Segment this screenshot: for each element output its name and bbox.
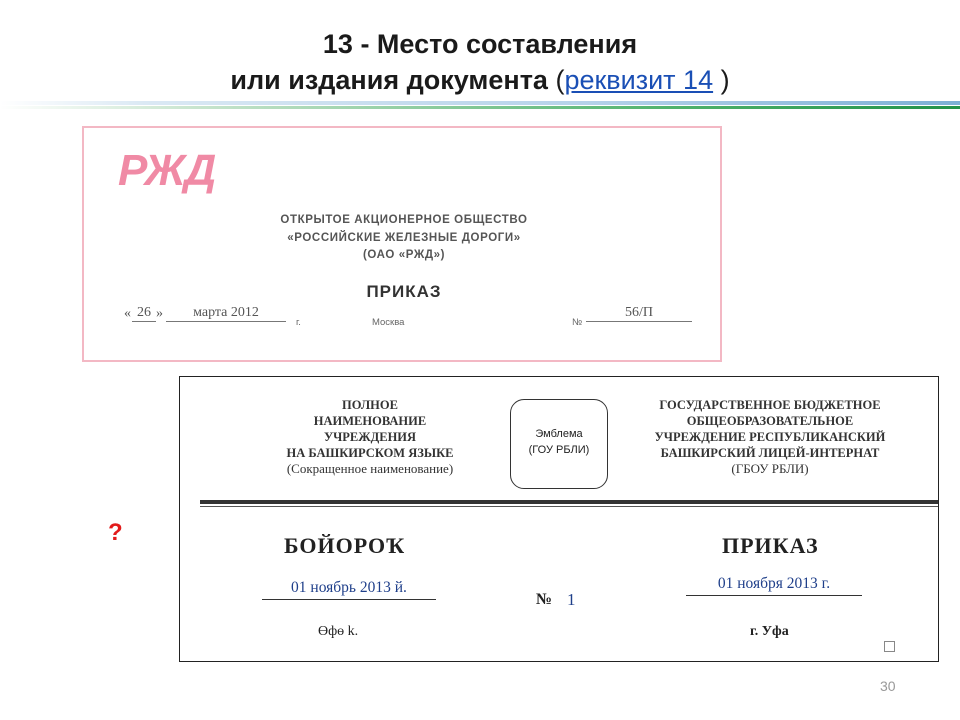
question-mark: ? [108,519,123,546]
page-number: 30 [880,678,896,694]
right-header-line-2: ОБЩЕОБРАЗОВАТЕЛЬНОЕ [686,414,854,428]
rzd-logo: РЖД [118,146,216,195]
requisite-link[interactable]: реквизит 14 [564,65,714,95]
date-russian: 01 ноября 2013 г. [686,575,862,596]
left-short-name: (Сокращенное наименование) [286,461,454,476]
corner-mark-icon [884,641,895,652]
rzd-date-month-year: марта 2012 [166,305,286,322]
date-bashkir: 01 ноябрь 2013 й. [262,579,436,600]
title-paren-open: ( [555,65,565,95]
rzd-year-suffix: г. [296,317,301,328]
rzd-document-sample [82,126,722,362]
bashkir-document-sample [179,376,939,662]
title-line-2 [0,62,960,98]
title-paren-close: ) [713,65,730,95]
header-stripe-graphic [0,101,960,111]
number-label: № [536,591,553,608]
left-header-line-3: УЧРЕЖДЕНИЯ [323,430,417,444]
left-header-line-2: НАИМЕНОВАНИЕ [313,414,427,428]
title-line-1: 13 - Место составления [322,29,638,59]
rzd-date-day-open: « [124,306,131,321]
emblem-line-1: Эмблема [535,428,583,440]
rzd-date-day: 26 [132,305,156,322]
left-header-line-1: ПОЛНОЕ [342,398,398,412]
rzd-number-label: № [572,317,583,328]
emblem-line-2: (ГОУ РБЛИ) [528,444,590,456]
left-header [240,397,500,477]
header-stripe [0,98,960,108]
rzd-org-line-3: (ОАО «РЖД») [362,249,446,261]
right-short-name: (ГБОУ РБЛИ) [731,461,809,476]
rzd-doc-type: ПРИКАЗ [366,282,442,301]
left-header-line-4: НА БАШКИРСКОМ ЯЗЫКЕ [286,446,454,460]
right-header [624,397,916,477]
place-russian: г. Уфа [750,624,789,639]
right-header-line-4: БАШКИРСКИЙ ЛИЦЕЙ-ИНТЕРНАТ [660,446,880,460]
emblem-placeholder [510,399,608,489]
rzd-org-line-1: ОТКРЫТОЕ АКЦИОНЕРНОЕ ОБЩЕСТВО [280,214,528,226]
right-header-line-1: ГОСУДАРСТВЕННОЕ БЮДЖЕТНОЕ [659,398,881,412]
rzd-date-day-close: » [156,306,163,321]
rzd-place: Москва [372,317,405,328]
title-line-2-text: или издания документа [230,65,548,95]
doc-type-bashkir: БОЙОРОҠ [284,533,406,558]
rzd-number: 56/П [586,305,692,322]
rzd-org-line-2: «РОССИЙСКИЕ ЖЕЛЕЗНЫЕ ДОРОГИ» [287,232,521,244]
slide-title [0,26,960,98]
place-bashkir: Өфө k. [318,624,359,639]
doc-type-russian: ПРИКАЗ [722,533,819,558]
document-number: 1 [567,590,576,609]
header-rule-thin [200,506,938,507]
header-rule-thick [200,500,938,504]
right-header-line-3: УЧРЕЖДЕНИЕ РЕСПУБЛИКАНСКИЙ [654,430,886,444]
